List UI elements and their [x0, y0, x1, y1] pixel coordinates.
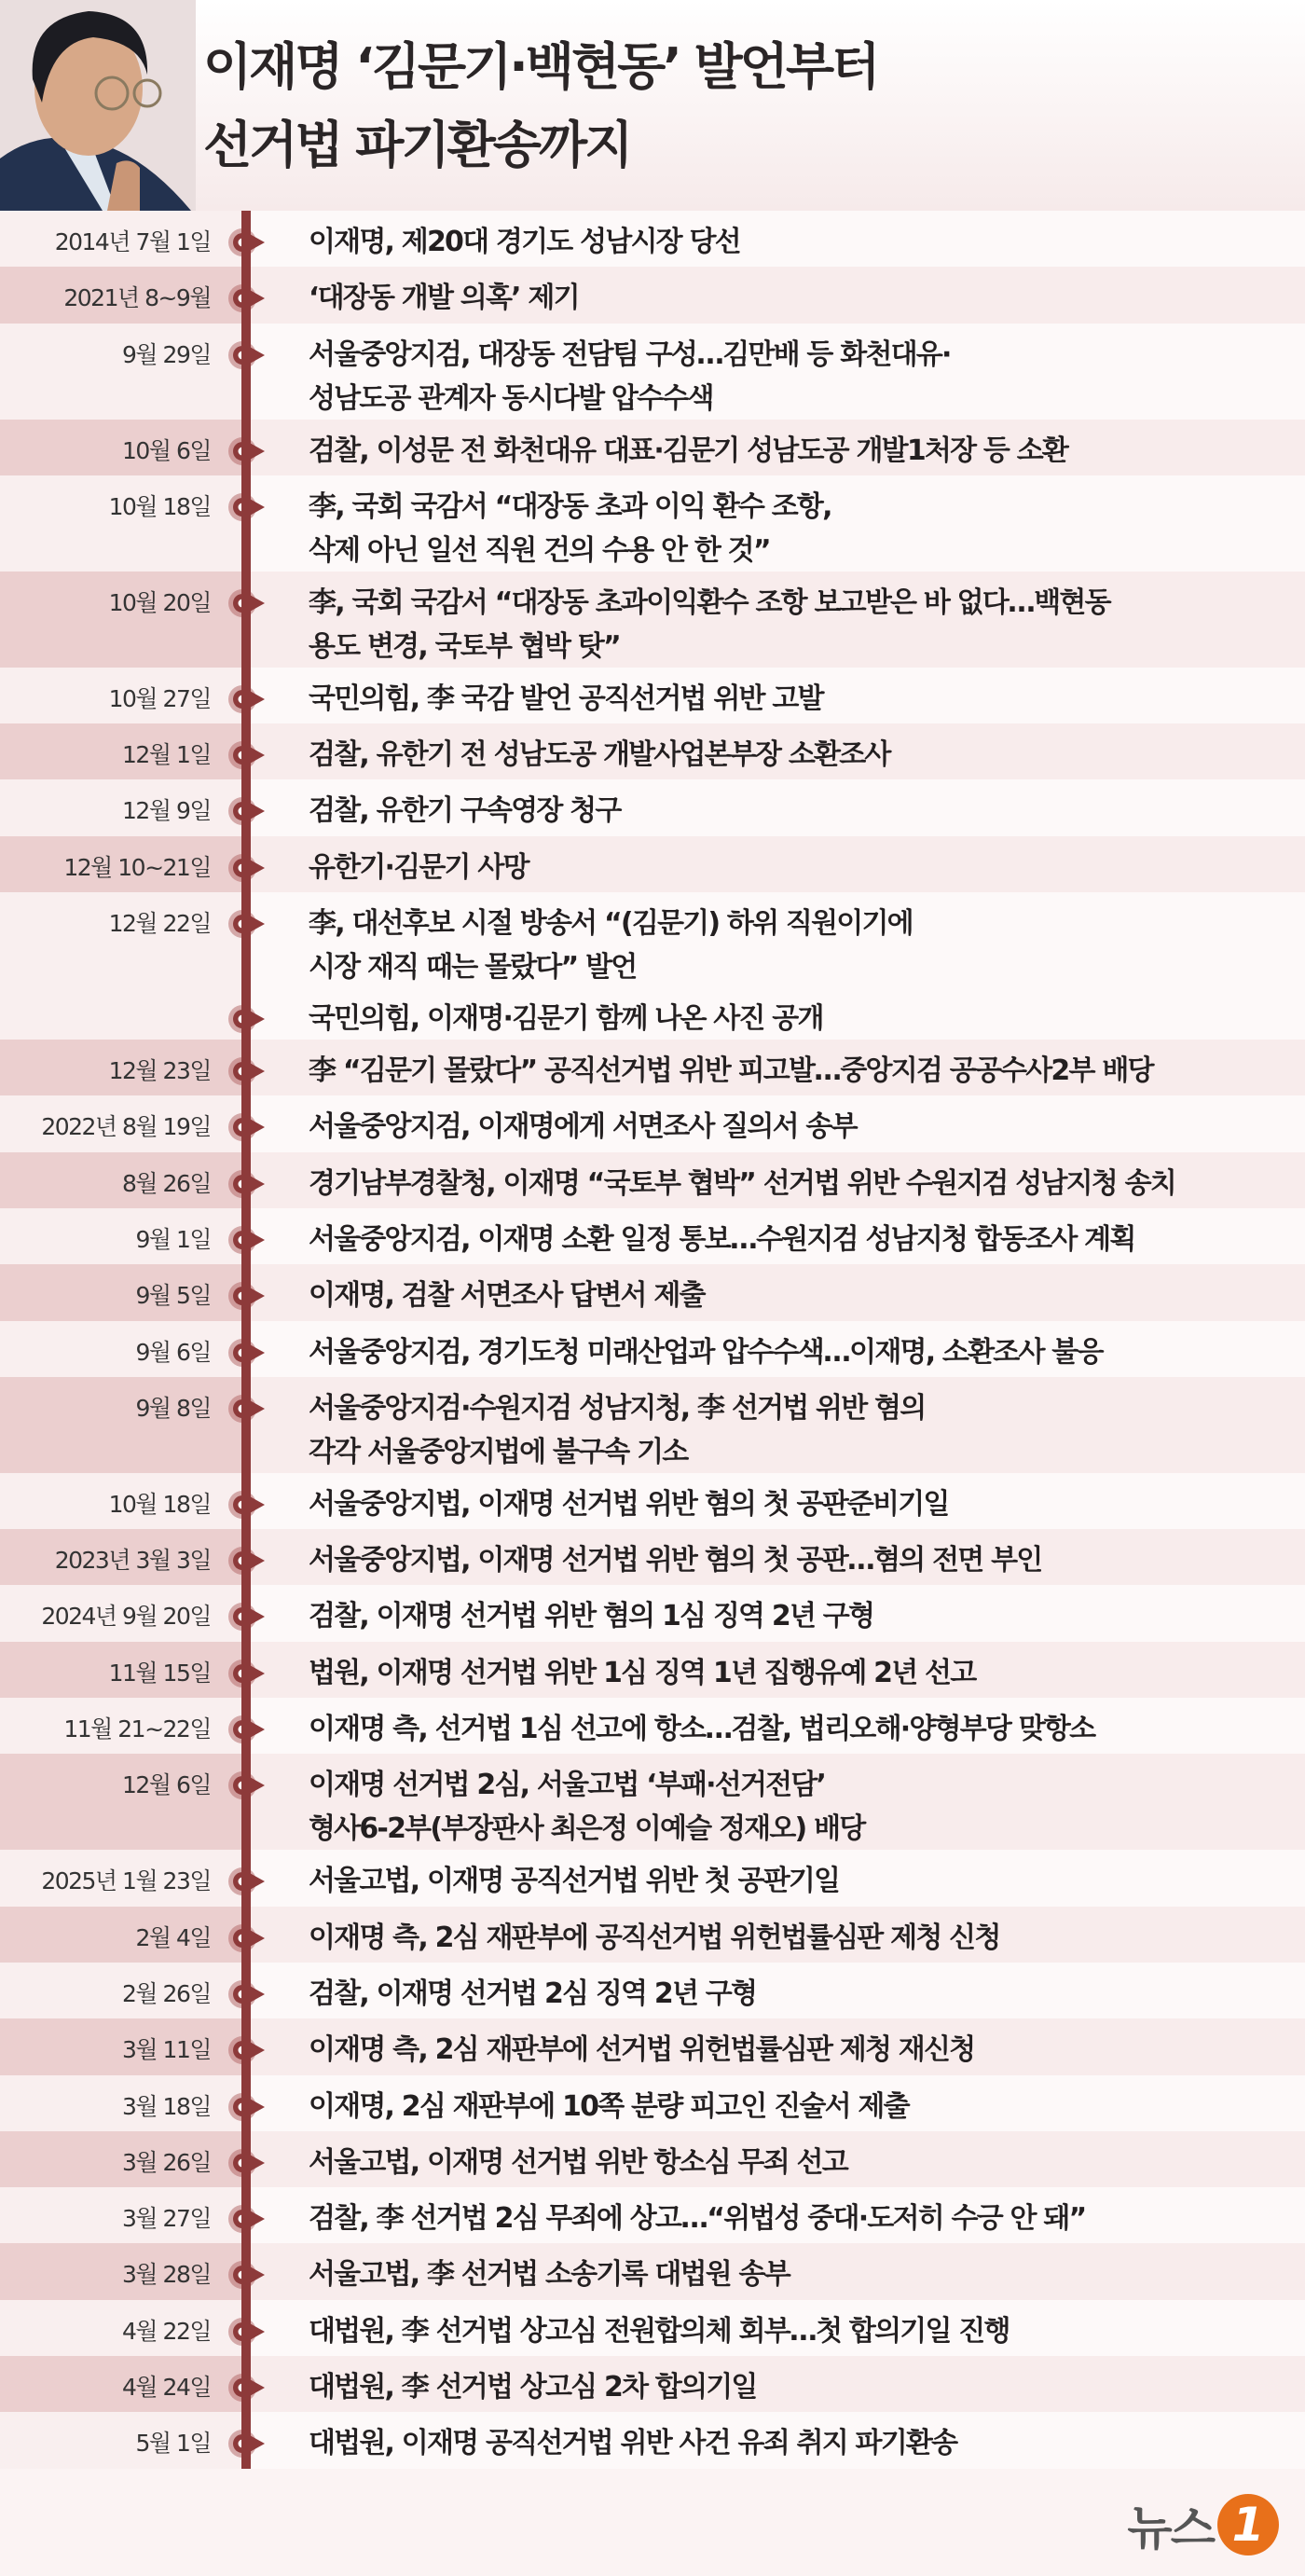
event-content	[246, 1529, 1305, 1585]
event-text: 경기남부경찰청, 이재명 “국토부 협박” 선거법 위반 수원지검 성남지청 송치	[309, 1166, 1175, 1200]
timeline-row	[0, 1377, 1305, 1473]
event-date: 2024년 9월 20일	[0, 1585, 246, 1641]
event-text: 검찰, 유한기 전 성남도공 개발사업본부장 소환조사	[309, 738, 890, 772]
event-content	[246, 1208, 1305, 1264]
event-text: 검찰, 李 선거법 2심 무죄에 상고…“위법성 중대·도저히 수긍 안 돼”	[309, 2202, 1086, 2236]
event-text: 이재명 측, 2심 재판부에 공직선거법 위헌법률심판 제청 신청	[309, 1921, 1000, 1954]
event-date: 3월 27일	[0, 2187, 246, 2243]
event-content	[246, 2018, 1305, 2074]
event-item	[309, 677, 1305, 721]
event-content	[246, 1963, 1305, 2018]
event-text: 검찰, 이재명 선거법 2심 징역 2년 구형	[309, 1977, 757, 2010]
event-item	[309, 1330, 1305, 1374]
timeline-row	[0, 420, 1305, 475]
timeline-row	[0, 324, 1305, 420]
event-text: 李, 대선후보 시절 방송서 “(김문기) 하위 직원이기에 시장 재직 때는 몰랐다” 발언	[309, 907, 913, 985]
event-date: 10월 6일	[0, 420, 246, 475]
event-date: 9월 1일	[0, 1208, 246, 1264]
event-item	[309, 902, 1305, 989]
event-text: 서울중앙지검·수원지검 성남지청, 李 선거법 위반 혐의 각각 서울중앙지법에 불구속 기소	[309, 1391, 926, 1468]
event-content	[246, 1040, 1305, 1095]
event-content	[246, 1473, 1305, 1529]
event-content	[246, 723, 1305, 779]
event-text: 대법원, 李 선거법 상고심 전원합의체 회부…첫 합의기일 진행	[309, 2314, 1010, 2348]
event-date: 9월 29일	[0, 324, 246, 420]
event-content	[246, 1321, 1305, 1377]
logo-number: 1	[1217, 2494, 1279, 2555]
timeline-row	[0, 2243, 1305, 2299]
event-item	[309, 2141, 1305, 2184]
timeline-row	[0, 2412, 1305, 2468]
event-text: 국민의힘, 이재명·김문기 함께 나온 사진 공개	[309, 1002, 823, 1036]
event-text: 이재명, 제20대 경기도 성남시장 당선	[309, 226, 740, 258]
event-content	[246, 2075, 1305, 2131]
event-content	[246, 2243, 1305, 2299]
timeline-row	[0, 668, 1305, 723]
event-date: 9월 5일	[0, 1264, 246, 1320]
timeline-row	[0, 1754, 1305, 1850]
event-text: 서울고법, 李 선거법 소송기록 대법원 송부	[309, 2258, 790, 2292]
event-text: 李, 국회 국감서 “대장동 초과이익환수 조항 보고받은 바 없다…백현동 용도 변경, 국토부 협박 탓”	[309, 585, 1110, 663]
event-date: 10월 27일	[0, 668, 246, 723]
timeline-row	[0, 1473, 1305, 1529]
event-text: 서울고법, 이재명 공직선거법 위반 첫 공판기일	[309, 1865, 840, 1898]
event-date: 4월 22일	[0, 2300, 246, 2356]
timeline-row	[0, 2356, 1305, 2412]
event-text: 서울고법, 이재명 선거법 위반 항소심 무죄 선고	[309, 2145, 847, 2179]
event-date: 3월 18일	[0, 2075, 246, 2131]
event-item	[309, 789, 1305, 833]
event-text: 서울중앙지검, 경기도청 미래산업과 압수수색…이재명, 소환조사 불응	[309, 1335, 1103, 1369]
event-date: 2025년 1월 23일	[0, 1850, 246, 1906]
event-item	[309, 2197, 1305, 2240]
event-text: 서울중앙지법, 이재명 선거법 위반 혐의 첫 공판…혐의 전면 부인	[309, 1544, 1042, 1577]
event-text: 李 “김문기 몰랐다” 공직선거법 위반 피고발…중앙지검 공공수사2부 배당	[309, 1054, 1153, 1088]
timeline-row	[0, 1585, 1305, 1641]
event-content	[246, 211, 1305, 267]
event-content	[246, 1754, 1305, 1850]
event-text: 이재명, 2심 재판부에 10쪽 분량 피고인 진술서 제출	[309, 2089, 909, 2123]
event-item	[309, 220, 1305, 264]
event-text: 검찰, 유한기 구속영장 청구	[309, 794, 621, 828]
timeline-row	[0, 1208, 1305, 1264]
event-date: 8월 26일	[0, 1152, 246, 1208]
event-date: 2023년 3월 3일	[0, 1529, 246, 1585]
event-text: 서울중앙지검, 이재명에게 서면조사 질의서 송부	[309, 1110, 857, 1144]
timeline-row	[0, 2018, 1305, 2074]
event-text: 이재명, 검찰 서면조사 답변서 제출	[309, 1279, 705, 1313]
event-item	[309, 1386, 1305, 1474]
event-date: 2월 4일	[0, 1907, 246, 1963]
title-line-2: 선거법 파기환송까지	[203, 116, 631, 174]
event-item	[309, 1482, 1305, 1526]
event-text: 대법원, 李 선거법 상고심 2차 합의기일	[309, 2371, 757, 2404]
event-item	[309, 276, 1305, 320]
event-content	[246, 836, 1305, 892]
timeline-row	[0, 1963, 1305, 2018]
timeline-row	[0, 779, 1305, 835]
event-item	[309, 485, 1305, 572]
timeline-row	[0, 1529, 1305, 1585]
timeline-row	[0, 1321, 1305, 1377]
event-item	[309, 2365, 1305, 2409]
event-item	[309, 997, 1305, 1040]
event-date: 12월 10~21일	[0, 836, 246, 892]
event-date: 5월 1일	[0, 2412, 246, 2468]
timeline-row	[0, 892, 1305, 1040]
event-content	[246, 779, 1305, 835]
event-text: 검찰, 이재명 선거법 위반 혐의 1심 징역 2년 구형	[309, 1600, 874, 1633]
event-item	[309, 1594, 1305, 1638]
event-date: 12월 23일	[0, 1040, 246, 1095]
timeline-row	[0, 1152, 1305, 1208]
event-content	[246, 668, 1305, 723]
timeline-row	[0, 475, 1305, 572]
timeline-row	[0, 1264, 1305, 1320]
timeline-row	[0, 211, 1305, 267]
event-content	[246, 1264, 1305, 1320]
event-item	[309, 1651, 1305, 1695]
event-item	[309, 1916, 1305, 1960]
event-date: 11월 15일	[0, 1642, 246, 1698]
event-content	[246, 1377, 1305, 1473]
event-content	[246, 2356, 1305, 2412]
logo-text: 뉴스	[1127, 2501, 1214, 2555]
event-item	[309, 1218, 1305, 1261]
event-date: 3월 11일	[0, 2018, 246, 2074]
event-content	[246, 475, 1305, 572]
event-date: 12월 22일	[0, 892, 246, 1040]
event-content	[246, 892, 1305, 1040]
timeline-row	[0, 267, 1305, 323]
timeline-row	[0, 1040, 1305, 1095]
page-title	[203, 28, 877, 185]
event-item	[309, 1972, 1305, 2016]
timeline-row	[0, 2131, 1305, 2187]
event-content	[246, 2187, 1305, 2243]
event-item	[309, 1274, 1305, 1317]
event-content	[246, 2131, 1305, 2187]
event-item	[309, 429, 1305, 473]
event-date: 3월 26일	[0, 2131, 246, 2187]
event-text: 李, 국회 국감서 “대장동 초과 이익 환수 조항, 삭제 아닌 일선 직원 건의 수용 안 한 것”	[309, 489, 831, 567]
event-content	[246, 2412, 1305, 2468]
event-text: 검찰, 이성문 전 화천대유 대표·김문기 성남도공 개발1처장 등 소환	[309, 434, 1068, 467]
timeline-row	[0, 836, 1305, 892]
event-text: 서울중앙지검, 대장동 전담팀 구성…김만배 등 화천대유· 성남도공 관계자 동시다발 압수수색	[309, 337, 951, 415]
event-item	[309, 2252, 1305, 2296]
title-line-1: 이재명 ‘김문기·백현동’ 발언부터	[203, 37, 878, 96]
event-text: 이재명 측, 2심 재판부에 선거법 위헌법률심판 제청 재신청	[309, 2033, 975, 2067]
event-item	[309, 1049, 1305, 1093]
event-date: 12월 9일	[0, 779, 246, 835]
event-item	[309, 1162, 1305, 1205]
event-date: 12월 6일	[0, 1754, 246, 1850]
event-text: 이재명 측, 선거법 1심 선고에 항소…검찰, 법리오해·양형부당 맞항소	[309, 1713, 1095, 1746]
timeline-row	[0, 572, 1305, 668]
event-item	[309, 2028, 1305, 2072]
timeline-row	[0, 2300, 1305, 2356]
event-item	[309, 581, 1305, 668]
portrait-photo	[0, 0, 196, 211]
event-content	[246, 2300, 1305, 2356]
event-content	[246, 420, 1305, 475]
event-text: 서울중앙지법, 이재명 선거법 위반 혐의 첫 공판준비기일	[309, 1487, 949, 1521]
event-date: 2월 26일	[0, 1963, 246, 2018]
event-text: ‘대장동 개발 의혹’ 제기	[309, 282, 579, 315]
timeline-row	[0, 1642, 1305, 1698]
timeline-axis	[241, 211, 251, 2469]
timeline-row	[0, 2187, 1305, 2243]
event-content	[246, 324, 1305, 420]
timeline-row	[0, 723, 1305, 779]
event-content	[246, 1585, 1305, 1641]
event-date: 12월 1일	[0, 723, 246, 779]
event-text: 서울중앙지검, 이재명 소환 일정 통보…수원지검 성남지청 합동조사 계획	[309, 1222, 1135, 1256]
event-content	[246, 572, 1305, 668]
event-content	[246, 1850, 1305, 1906]
event-text: 유한기·김문기 사망	[309, 850, 529, 884]
event-date: 10월 18일	[0, 475, 246, 572]
event-content	[246, 1095, 1305, 1151]
news1-logo	[1127, 2491, 1279, 2558]
event-date: 2021년 8~9월	[0, 267, 246, 323]
event-date: 2014년 7월 1일	[0, 211, 246, 267]
event-content	[246, 1152, 1305, 1208]
timeline-row	[0, 1850, 1305, 1906]
event-date: 11월 21~22일	[0, 1698, 246, 1754]
event-date: 9월 6일	[0, 1321, 246, 1377]
event-date: 10월 18일	[0, 1473, 246, 1529]
timeline	[0, 211, 1305, 2469]
event-content	[246, 1907, 1305, 1963]
event-date: 2022년 8월 19일	[0, 1095, 246, 1151]
event-item	[309, 2309, 1305, 2353]
event-text: 이재명 선거법 2심, 서울고법 ‘부패·선거전담’ 형사6-2부(부장판사 최은정 이예슬 정재오) 배당	[309, 1769, 865, 1846]
event-item	[309, 333, 1305, 420]
timeline-row	[0, 2075, 1305, 2131]
event-item	[309, 1763, 1305, 1851]
event-item	[309, 1105, 1305, 1149]
event-text: 국민의힘, 李 국감 발언 공직선거법 위반 고발	[309, 682, 823, 715]
timeline-row	[0, 1095, 1305, 1151]
event-item	[309, 733, 1305, 777]
timeline-row	[0, 1907, 1305, 1963]
header	[0, 0, 1305, 211]
event-content	[246, 267, 1305, 323]
event-item	[309, 1859, 1305, 1903]
event-item	[309, 2085, 1305, 2128]
event-date: 4월 24일	[0, 2356, 246, 2412]
event-text: 법원, 이재명 선거법 위반 1심 징역 1년 집행유예 2년 선고	[309, 1656, 976, 1689]
event-item	[309, 1538, 1305, 1582]
event-item	[309, 1707, 1305, 1751]
event-item	[309, 2421, 1305, 2465]
event-content	[246, 1642, 1305, 1698]
event-item	[309, 846, 1305, 889]
event-date: 9월 8일	[0, 1377, 246, 1473]
event-date: 3월 28일	[0, 2243, 246, 2299]
event-text: 대법원, 이재명 공직선거법 위반 사건 유죄 취지 파기환송	[309, 2427, 957, 2460]
timeline-row	[0, 1698, 1305, 1754]
footer	[0, 2469, 1305, 2576]
event-content	[246, 1698, 1305, 1754]
event-date: 10월 20일	[0, 572, 246, 668]
